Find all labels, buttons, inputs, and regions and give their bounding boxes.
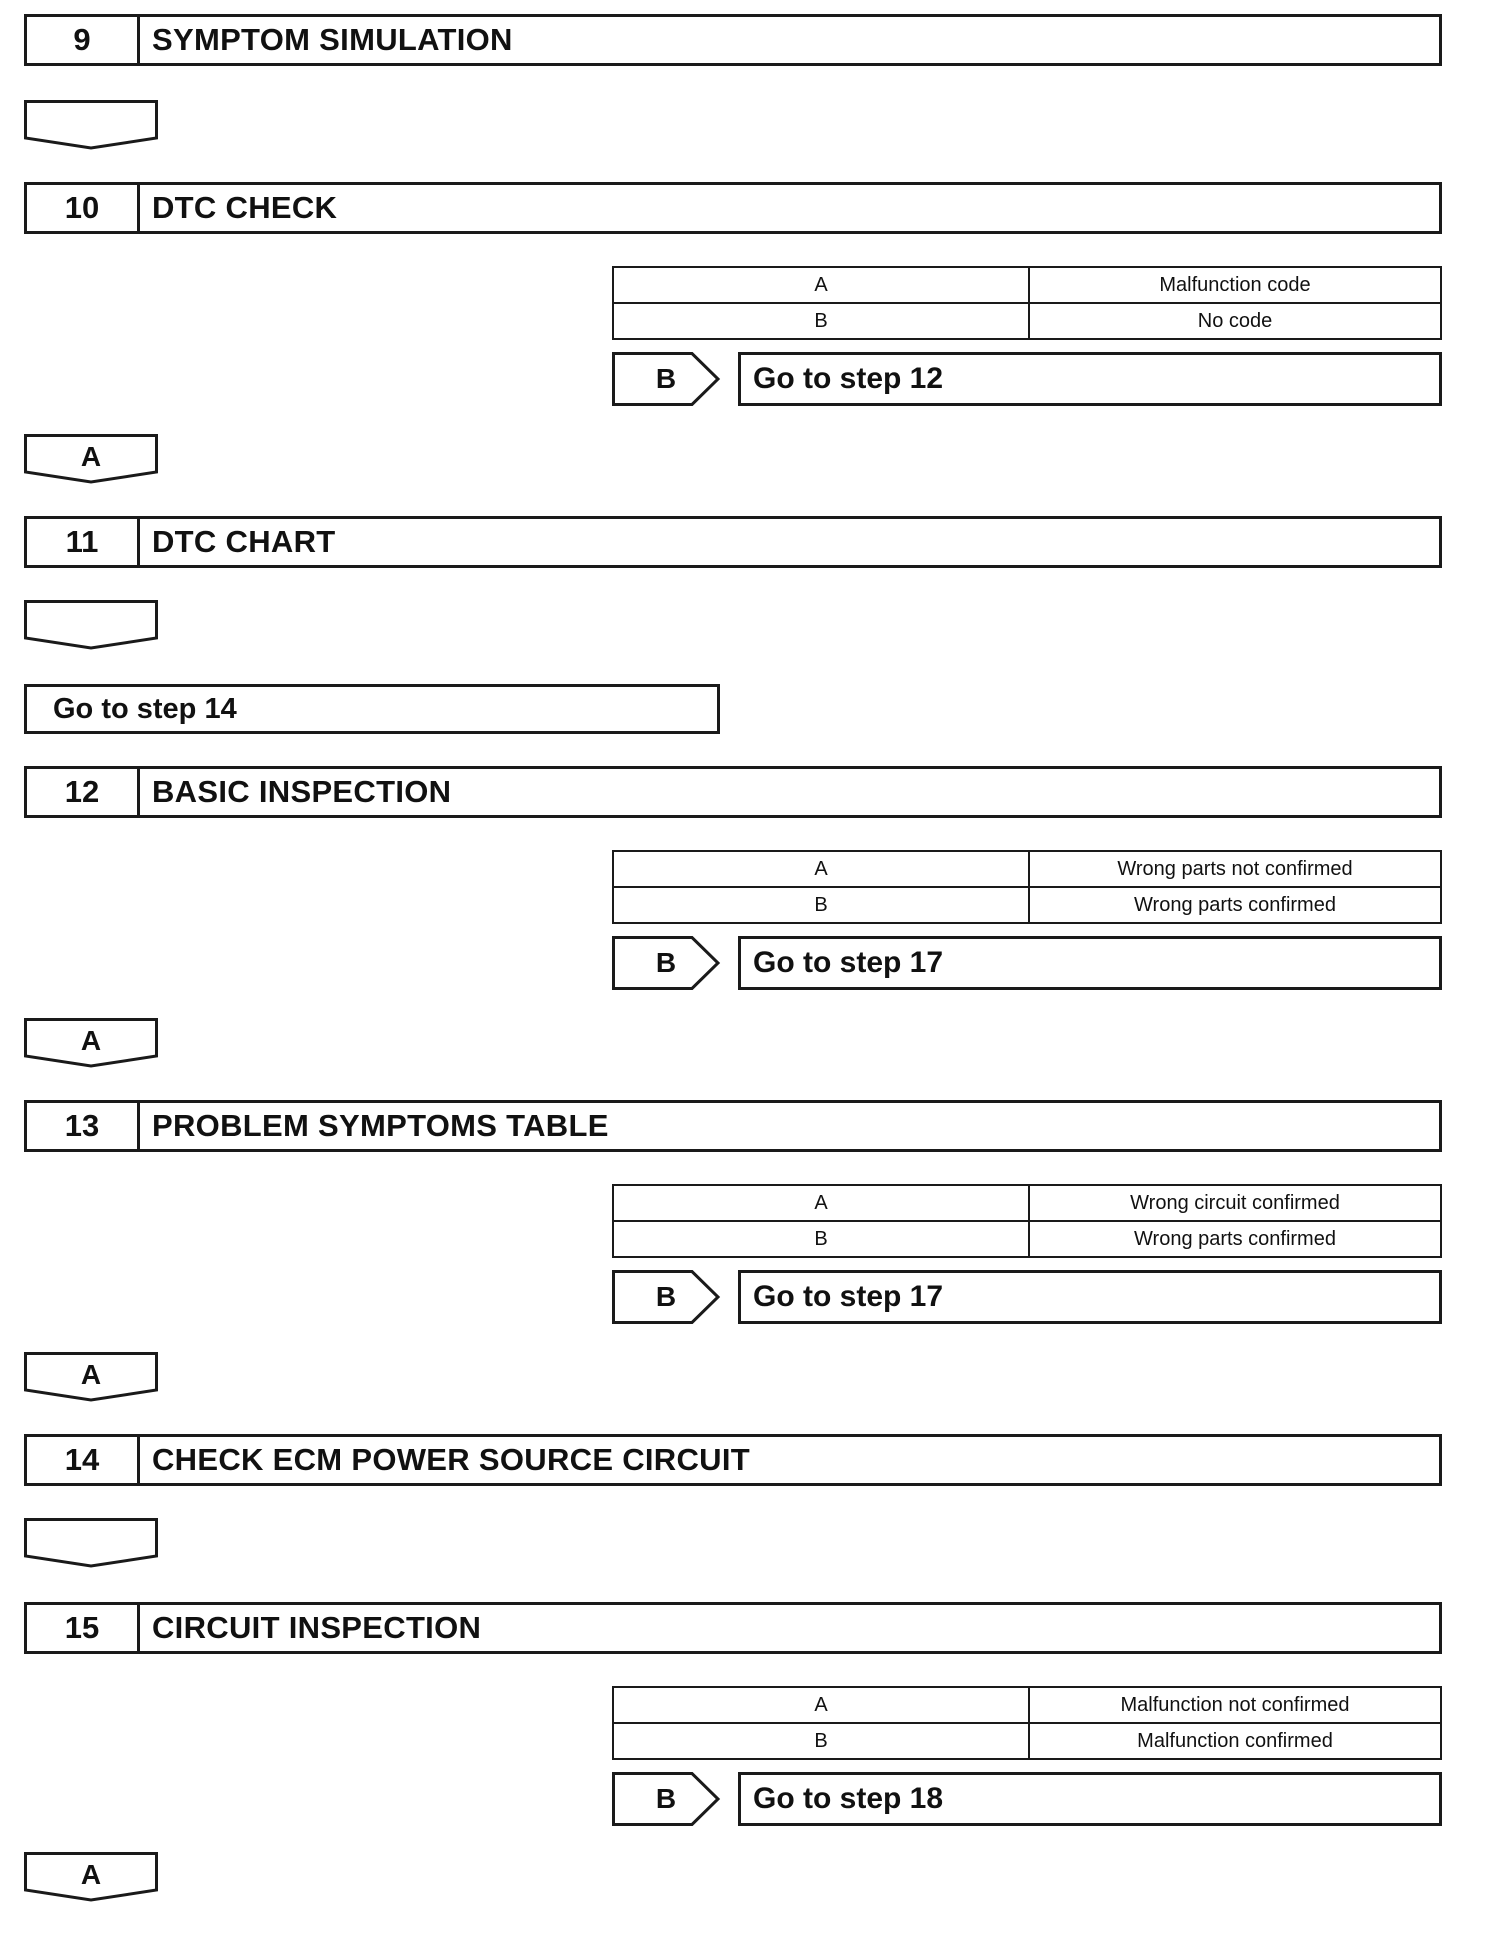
table-row: [613, 1687, 1441, 1723]
connector-label: A: [80, 1359, 102, 1390]
result-key: A: [613, 851, 1029, 887]
result-value: Malfunction confirmed: [1029, 1723, 1441, 1759]
step-11-header: [24, 516, 1442, 568]
connector-label: [24, 600, 158, 646]
step-number: 9: [27, 17, 140, 63]
result-value: Wrong parts not confirmed: [1029, 851, 1441, 887]
result-key: A: [613, 267, 1029, 303]
result-table: [612, 850, 1442, 924]
branch-row: [612, 936, 1444, 990]
branch-row: [612, 1270, 1444, 1324]
connector-label: A: [80, 441, 102, 472]
branch-label: B: [655, 363, 677, 394]
goto-step-box: Go to step 18: [738, 1772, 1442, 1826]
down-connector: [24, 434, 158, 486]
result-key: A: [613, 1185, 1029, 1221]
goto-step-box: Go to step 17: [738, 936, 1442, 990]
result-value: Malfunction not confirmed: [1029, 1687, 1441, 1723]
step-10-header: [24, 182, 1442, 234]
step-title: CIRCUIT INSPECTION: [152, 1610, 482, 1645]
step-number: 13: [27, 1103, 140, 1149]
result-key: A: [613, 1687, 1029, 1723]
result-key: B: [613, 303, 1029, 339]
connector-label: A: [80, 1859, 102, 1890]
step-title: PROBLEM SYMPTOMS TABLE: [152, 1108, 609, 1143]
step-title: BASIC INSPECTION: [152, 774, 452, 809]
connector-label: [24, 1518, 158, 1564]
result-value: Wrong parts confirmed: [1029, 887, 1441, 923]
result-table: [612, 1686, 1442, 1760]
result-key: B: [613, 1221, 1029, 1257]
step-9-header: [24, 14, 1442, 66]
table-row: [613, 851, 1441, 887]
step-13-header: [24, 1100, 1442, 1152]
down-connector: [24, 1852, 158, 1904]
connector-label: A: [80, 1025, 102, 1056]
branch-row: [612, 1772, 1444, 1826]
branch-label: B: [655, 1783, 677, 1814]
result-table: [612, 1184, 1442, 1258]
step-number: 10: [27, 185, 140, 231]
result-value: No code: [1029, 303, 1441, 339]
down-connector: [24, 1518, 158, 1570]
step-number: 14: [27, 1437, 140, 1483]
down-connector: [24, 1352, 158, 1404]
step-14-header: [24, 1434, 1442, 1486]
down-connector: [24, 100, 158, 152]
branch-row: [612, 352, 1444, 406]
step-number: 12: [27, 769, 140, 815]
result-key: B: [613, 1723, 1029, 1759]
table-row: [613, 1185, 1441, 1221]
step-15-header: [24, 1602, 1442, 1654]
connector-label: [24, 100, 158, 146]
result-key: B: [613, 887, 1029, 923]
down-connector: [24, 600, 158, 652]
table-row: [613, 1723, 1441, 1759]
goto-step-box: Go to step 17: [738, 1270, 1442, 1324]
branch-label: B: [655, 947, 677, 978]
step-number: 15: [27, 1605, 140, 1651]
goto-step-box: Go to step 14: [24, 684, 720, 734]
result-value: Malfunction code: [1029, 267, 1441, 303]
table-row: [613, 267, 1441, 303]
step-12-header: [24, 766, 1442, 818]
branch-label: B: [655, 1281, 677, 1312]
table-row: [613, 1221, 1441, 1257]
table-row: [613, 887, 1441, 923]
down-connector: [24, 1018, 158, 1070]
result-value: Wrong circuit confirmed: [1029, 1185, 1441, 1221]
step-number: 11: [27, 519, 140, 565]
table-row: [613, 303, 1441, 339]
goto-step-box: Go to step 12: [738, 352, 1442, 406]
step-title: CHECK ECM POWER SOURCE CIRCUIT: [152, 1442, 751, 1477]
step-title: DTC CHECK: [152, 190, 338, 225]
result-table: [612, 266, 1442, 340]
result-value: Wrong parts confirmed: [1029, 1221, 1441, 1257]
step-title: SYMPTOM SIMULATION: [152, 22, 513, 57]
step-title: DTC CHART: [152, 524, 336, 559]
